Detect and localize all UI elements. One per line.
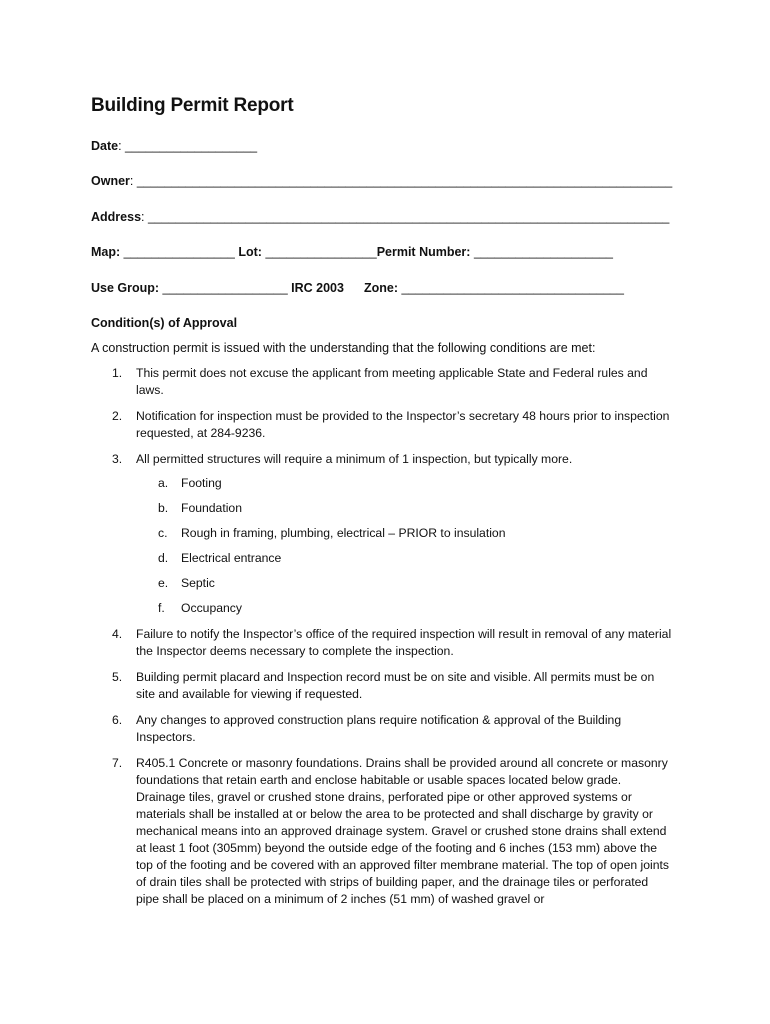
list-item-number: 7.	[112, 756, 123, 770]
zone-blank: ________________________________	[398, 281, 624, 295]
address-field	[91, 210, 669, 224]
lot-label: Lot:	[238, 245, 262, 259]
list-item-number: 4.	[112, 627, 123, 641]
list-item-text: This permit does not excuse the applicant from meeting applicable State and Federal rules and laws.	[136, 366, 648, 397]
list-item	[112, 408, 672, 442]
sub-item-letter: a.	[158, 476, 169, 490]
sub-item-text: Electrical entrance	[181, 551, 282, 565]
sub-item-letter: f.	[158, 601, 165, 615]
sub-item-text: Rough in framing, plumbing, electrical – PRIOR to insulation	[181, 526, 506, 540]
list-item	[112, 451, 672, 468]
sub-item-text: Footing	[181, 476, 222, 490]
sub-list-item	[158, 601, 242, 615]
use-group-label: Use Group:	[91, 281, 160, 295]
use-group-blank: __________________	[159, 281, 292, 295]
list-item-number: 1.	[112, 366, 123, 380]
sub-list-item	[158, 576, 215, 590]
address-blank: : ___________________________________________________________________________	[141, 210, 670, 224]
conditions-heading: Condition(s) of Approval	[91, 316, 238, 330]
owner-blank: : _____________________________________________________________________________	[129, 174, 673, 188]
list-item	[112, 712, 672, 746]
sub-list-item	[158, 476, 222, 490]
list-item-text: R405.1 Concrete or masonry foundations. Drains shall be provided around all concrete or masonry foundations that retain earth and enclose habitable or usable spaces located below grade. Drainage tiles, gravel or crushed stone drains, perforated pipe or other approved systems or materials shall be installed at or below the area to be protected and shall discharge by gravity or mechanical means into an approved drainage system. Gravel or crushed stone drains shall extend at least 1 foot (305mm) beyond the outside edge of the footing and 6 inches (153 mm) above the top of the footing and be covered with an approved filter membrane material. The top of open joints of drain tiles shall be protected with strips of building paper, and the drainage tiles or perforated pipe shall be placed on a minimum of 2 inches (51 mm) of washed gravel or	[136, 756, 669, 906]
sub-item-letter: d.	[158, 551, 169, 565]
list-item-text: Any changes to approved construction plans require notification & approval of the Building Inspectors.	[136, 713, 622, 744]
conditions-intro: A construction permit is issued with the understanding that the following conditions are met:	[91, 341, 596, 355]
permit-number-blank: ____________________	[470, 245, 613, 259]
sub-item-text: Occupancy	[181, 601, 242, 615]
page-title: Building Permit Report	[91, 95, 294, 116]
list-item	[112, 669, 672, 703]
list-item-number: 2.	[112, 409, 123, 423]
list-item-number: 5.	[112, 670, 123, 684]
list-item-text: Notification for inspection must be provided to the Inspector’s secretary 48 hours prior to inspection requested, at 284-9236.	[136, 409, 670, 440]
sub-item-letter: b.	[158, 501, 169, 515]
sub-list-item	[158, 501, 242, 515]
owner-field	[91, 174, 672, 188]
date-label: Date	[91, 139, 119, 153]
list-item	[112, 365, 672, 399]
map-blank: ________________	[120, 245, 239, 259]
map-lot-permit-field	[91, 245, 613, 259]
list-item-number: 3.	[112, 452, 123, 466]
list-item-text: Failure to notify the Inspector’s office of the required inspection will result in removal of any material the Inspector deems necessary to complete the inspection.	[136, 627, 672, 658]
date-blank: : ___________________	[118, 139, 258, 153]
sub-list-item	[158, 526, 505, 540]
lot-blank: ________________	[261, 245, 377, 259]
list-item-text: Building permit placard and Inspection record must be on site and visible. All permits must be on site and available for viewing if requested.	[136, 670, 655, 701]
sub-list-item	[158, 551, 281, 565]
use-group-field	[91, 281, 624, 295]
sub-item-text: Septic	[181, 576, 215, 590]
sub-item-letter: c.	[158, 526, 168, 540]
zone-label: Zone:	[363, 281, 398, 295]
map-label: Map:	[91, 245, 121, 259]
sub-item-letter: e.	[158, 576, 169, 590]
permit-number-label: Permit Number:	[376, 245, 471, 259]
list-item	[112, 626, 672, 660]
owner-label: Owner	[91, 174, 130, 188]
date-field	[91, 139, 257, 153]
sub-item-text: Foundation	[181, 501, 242, 515]
irc-label: IRC 2003	[291, 281, 344, 295]
list-item	[112, 755, 672, 908]
list-item-text: All permitted structures will require a minimum of 1 inspection, but typically more.	[136, 452, 573, 466]
list-item-number: 6.	[112, 713, 123, 727]
address-label: Address	[91, 210, 142, 224]
